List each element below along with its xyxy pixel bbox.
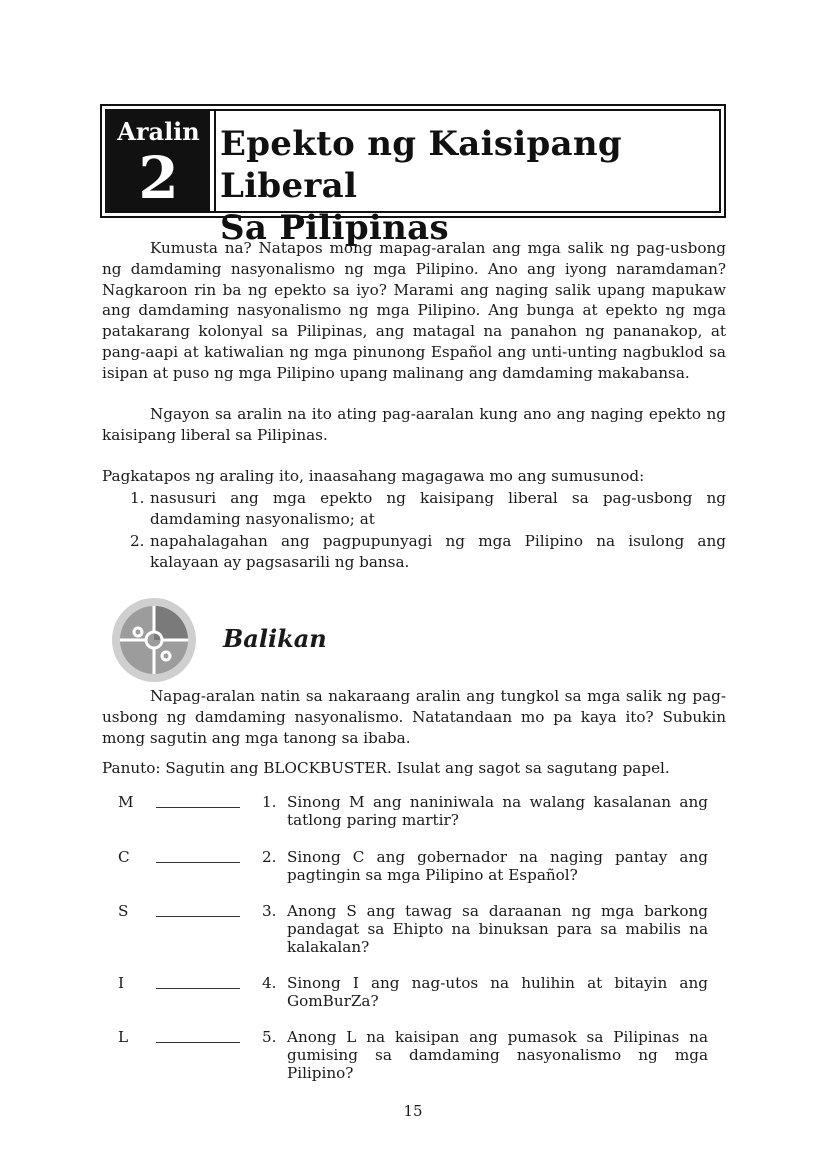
question-text: Sinong C ang gobernador na naging pantay ang pagtingin sa mga Pilipino at Español? bbox=[287, 848, 708, 884]
lesson-header-frame bbox=[105, 109, 721, 248]
question-text: Anong L na kaisipan ang pumasok sa Pilipinas na gumising sa damdaming nasyonalismo ng mga Pilipino? bbox=[287, 1028, 708, 1082]
question-number: 4. bbox=[262, 974, 277, 992]
question-number: 3. bbox=[262, 902, 277, 920]
lesson-title-box bbox=[214, 111, 719, 248]
objectives-lead: Pagkatapos ng araling ito, inaasahang magagawa mo ang sumusunod: bbox=[102, 467, 645, 485]
question-letter: S bbox=[118, 902, 129, 920]
lesson-header bbox=[100, 104, 726, 248]
question-text: Anong S ang tawag sa daraanan ng mga barkong pandagat sa Ehipto na binuksan para sa mabilis na kalakalan? bbox=[287, 902, 708, 956]
puzzle-icon bbox=[111, 597, 197, 683]
intro-paragraph-1: Kumusta na? Natapos mong mapag-aralan ang mga salik ng pag-usbong ng damdaming nasyonalismo ng mga Pilipino. Ano ang iyong naramdaman? Nagkaroon rin ba ng epekto sa iyo? Marami ang naging salik upang mapukaw ang damdaming nasyonalismo ng mga Pilipino. Ang bunga at epekto ng mga patakarang kolonyal sa Pilipinas, ang matagal na panahon ng pananakop, at pang-aapi at katiwalian ng mga pinunong Español ang unti-unting nagbuklod sa isipan at puso ng mga Pilipino upang malinang ang damdaming makabansa. bbox=[102, 239, 726, 382]
objectives-section bbox=[102, 466, 726, 573]
question-number: 2. bbox=[262, 848, 277, 866]
question-number: 5. bbox=[262, 1028, 277, 1046]
answer-blank[interactable] bbox=[156, 807, 240, 808]
objective-item bbox=[102, 488, 726, 530]
balikan-instructions: Panuto: Sagutin ang BLOCKBUSTER. Isulat ang sagot sa sagutang papel. bbox=[102, 759, 670, 777]
balikan-paragraph: Napag-aralan natin sa nakaraang aralin ang tungkol sa mga salik ng pag-usbong ng damdaming nasyonalismo. Natatandaan mo pa kaya ito? Subukin mong sagutin ang mga tanong sa ibaba. bbox=[102, 687, 726, 747]
lesson-title bbox=[220, 123, 719, 249]
answer-blank[interactable] bbox=[156, 862, 240, 863]
objective-text: nasusuri ang mga epekto ng kaisipang liberal sa pag-usbong ng damdaming nasyonalismo; at bbox=[150, 488, 726, 528]
page-number: 15 bbox=[403, 1102, 423, 1120]
intro-paragraph-2: Ngayon sa aralin na ito ating pag-aaralan kung ano ang naging epekto ng kaisipang liberal sa Pilipinas. bbox=[102, 405, 726, 444]
lesson-title-line-1: Epekto ng Kaisipang Liberal bbox=[220, 124, 622, 206]
question-letter: L bbox=[118, 1028, 129, 1046]
answer-blank[interactable] bbox=[156, 1042, 240, 1043]
objective-text: napahalagahan ang pagpupunyagi ng mga Pilipino na isulong ang kalayaan ay pagsasarili ng bansa. bbox=[150, 532, 726, 572]
lesson-title-line-2: Sa Pilipinas bbox=[220, 208, 449, 248]
objective-number: 2. bbox=[130, 532, 145, 551]
question-text: Sinong M ang naniniwala na walang kasalanan ang tatlong paring martir? bbox=[287, 793, 708, 829]
answer-blank[interactable] bbox=[156, 916, 240, 917]
lesson-number-box bbox=[107, 111, 210, 211]
question-number: 1. bbox=[262, 793, 277, 811]
lesson-number: 2 bbox=[138, 144, 179, 212]
question-letter: C bbox=[118, 848, 130, 866]
objective-number: 1. bbox=[130, 488, 145, 507]
question-letter: I bbox=[118, 974, 124, 992]
question-letter: M bbox=[118, 793, 134, 811]
question-text: Sinong I ang nag-utos na hulihin at bitayin ang GomBurZa? bbox=[287, 974, 708, 1010]
objective-item bbox=[102, 531, 726, 573]
answer-blank[interactable] bbox=[156, 988, 240, 989]
lesson-label: Aralin bbox=[117, 117, 200, 146]
balikan-heading: Balikan bbox=[223, 624, 327, 653]
